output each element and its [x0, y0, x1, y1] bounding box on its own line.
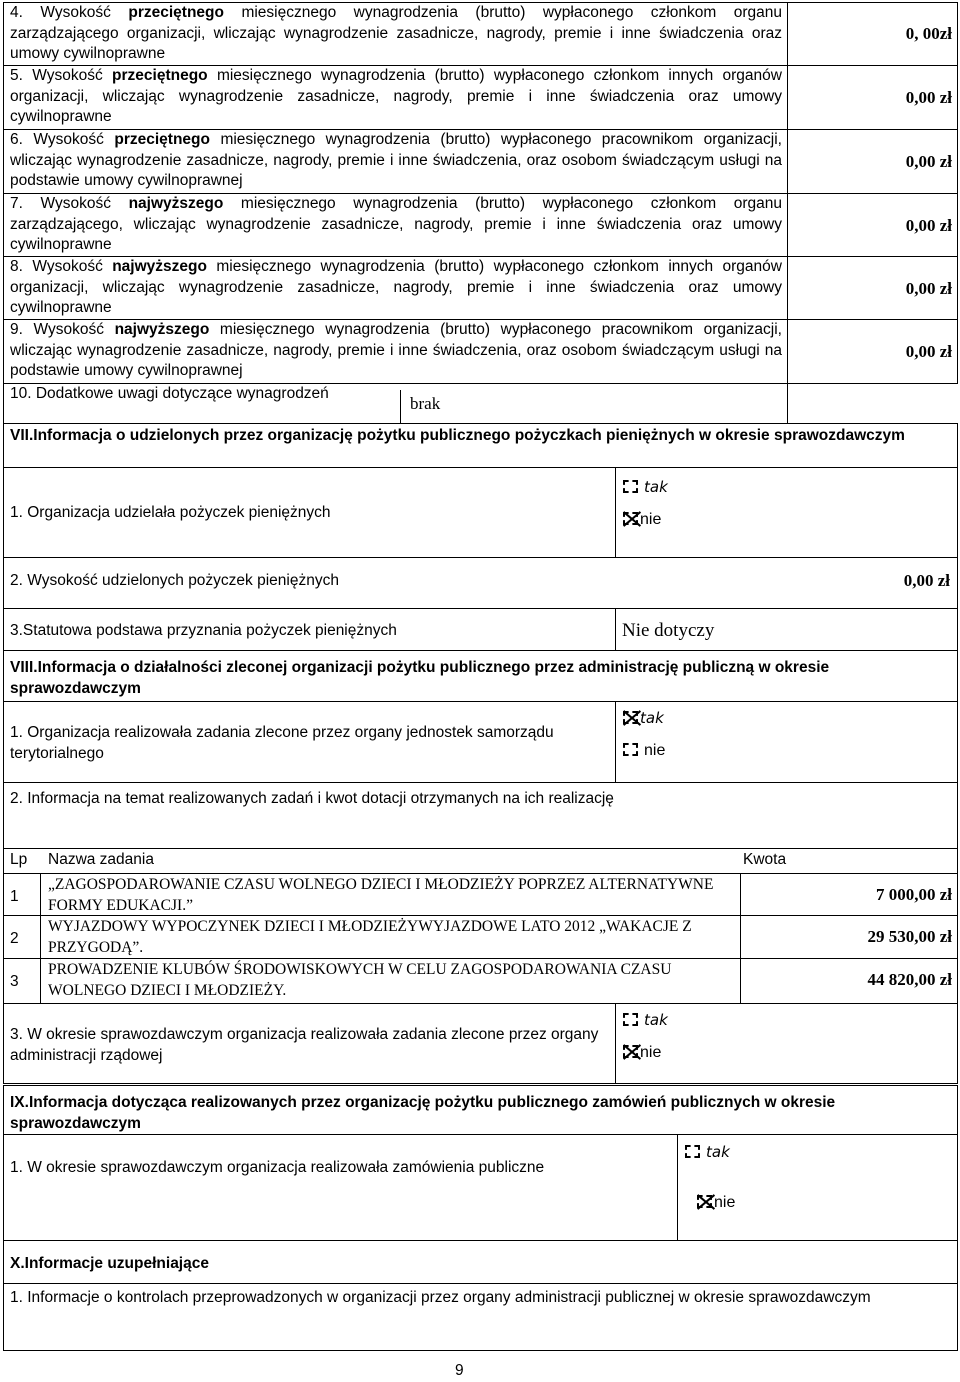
row-label-text: 4. Wysokość [10, 4, 129, 21]
row-label-text: 8. Wysokość [10, 258, 113, 275]
remuneration-row-label [10, 130, 782, 192]
remuneration-row-value: 0,00 zł [905, 88, 952, 107]
vii-q3-value: Nie dotyczy [622, 620, 715, 641]
section-viii-title: VIII.Informacja o działalności zleconej organizacji pożytku publicznego przez administrację publiczną w okresie sprawozdawczym [10, 659, 830, 697]
viii-q3-tak-option[interactable] [623, 1011, 668, 1030]
row-label-text: 7. Wysokość [10, 195, 129, 212]
vii-q2-label: 2. Wysokość udzielonych pożyczek pieniężnych [10, 572, 339, 589]
remuneration-row-label [10, 257, 782, 319]
remuneration-row-value: 0,00 zł [905, 152, 952, 171]
viii-q1-tak-label: tak [640, 709, 664, 727]
viii-q1-tak-option[interactable] [623, 709, 664, 728]
row-label-emphasis: przeciętnego [114, 131, 210, 148]
ix-q1-nie-label: nie [714, 1194, 736, 1211]
table-header-amount: Kwota [743, 851, 787, 868]
checked-checkbox-icon[interactable] [697, 1195, 712, 1208]
viii-q1-label: 1. Organizacja realizowała zadania zlecone przez organy jednostek samorządu terytorialnego [10, 724, 554, 762]
remuneration-row-value: 0, 00zł [905, 24, 952, 43]
remuneration-row-label [10, 194, 782, 256]
viii-q1-nie-label: nie [644, 742, 666, 759]
row-label-emphasis: najwyższego [114, 321, 210, 338]
row-label-text: miesięcznego wynagrodzenia (brutto) wypłaconego członkom innych organów organizacji, wliczając wynagrodzenie zasadnicze, nagrody, premie i inne świadczenia oraz umowy cywilnoprawne [10, 67, 782, 125]
viii-q3-tak-label: tak [644, 1011, 668, 1029]
remuneration-row-label [10, 3, 782, 65]
row-label-emphasis: najwyższego [128, 195, 224, 212]
viii-q3-nie-label: nie [640, 1044, 662, 1061]
section-ix-title: IX.Informacja dotycząca realizowanych przez organizację pożytku publicznego zamówień publicznych w okresie sprawozdawczym [10, 1094, 836, 1132]
row-label-text: 9. Wysokość [10, 321, 115, 338]
task-amount: 29 530,00 zł [867, 927, 952, 946]
viii-q3-nie-option[interactable] [623, 1044, 661, 1062]
task-lp: 2 [10, 930, 19, 947]
viii-q2-label: 2. Informacja na temat realizowanych zadań i kwot dotacji otrzymanych na ich realizację [10, 790, 614, 807]
task-amount: 44 820,00 zł [867, 970, 952, 989]
row-label-emphasis: przeciętnego [112, 67, 208, 84]
remuneration-row-value: 0,00 zł [905, 279, 952, 298]
row-label-text: miesięcznego wynagrodzenia (brutto) wypłaconego pracownikom organizacji, wliczając wynagrodzenie zasadnicze, nagrody, premie i inne świadczenia, oraz osobom świadczącym usługi na podstawie umowy cywilnoprawnej [10, 131, 782, 189]
ix-q1-tak-label: tak [706, 1143, 730, 1161]
x-q1-label: 1. Informacje o kontrolach przeprowadzonych w organizacji przez organy administracji publicznej w okresie sprawozdawczym [10, 1289, 871, 1306]
remuneration-row-label [10, 66, 782, 128]
task-name: „ZAGOSPODAROWANIE CZASU WOLNEGO DZIECI I MŁODZIEŻY POPRZEZ ALTERNATYWNE FORMY EDUKACJI.” [48, 876, 714, 914]
remarks-value: brak [410, 394, 441, 413]
task-lp: 3 [10, 973, 19, 990]
row-label-text: miesięcznego wynagrodzenia (brutto) wypłaconego członkom organu zarządzającego organizacji, wliczając wynagrodzenie zasadnicze, nagrody, premie i inne świadczenia oraz umowy cywilnoprawne [10, 4, 782, 62]
ix-q1-nie-option[interactable] [697, 1194, 735, 1212]
row-label-text: miesięcznego wynagrodzenia (brutto) wypłaconego członkom organu zarządzającego, wliczając wynagrodzenie zasadnicze, nagrody, premie i inne świadczenia oraz umowy cywilnoprawne [10, 195, 782, 253]
page-number: 9 [455, 1362, 464, 1379]
viii-q1-nie-option[interactable] [623, 742, 665, 760]
row-label-text: 6. Wysokość [10, 131, 115, 148]
vii-q3-label: 3.Statutowa podstawa przyznania pożyczek pieniężnych [10, 622, 397, 639]
checkbox-icon[interactable] [685, 1145, 700, 1158]
section-vii-title: VII.Informacja o udzielonych przez organizację pożytku publicznego pożyczkach pieniężnych w okresie sprawozdawczym [10, 427, 905, 444]
viii-q3-label: 3. W okresie sprawozdawczym organizacja realizowała zadania zlecone przez organy administracji rządowej [10, 1026, 599, 1064]
checkbox-icon[interactable] [623, 743, 638, 756]
task-amount: 7 000,00 zł [875, 885, 952, 904]
remuneration-row-label [10, 320, 782, 382]
table-header-lp: Lp [10, 851, 28, 868]
table-header-name: Nazwa zadania [48, 851, 154, 868]
task-lp: 1 [10, 888, 19, 905]
row-label-text: miesięcznego wynagrodzenia (brutto) wypłaconego pracownikom organizacji, wliczając wynagrodzenie zasadnicze, nagrody, premie i inne świadczenia, oraz osobom świadczącym usługi na podstawie umowy cywilnoprawnej [10, 321, 782, 379]
remuneration-row-value: 0,00 zł [905, 342, 952, 361]
section-x-title: X.Informacje uzupełniające [10, 1255, 209, 1272]
row-label-emphasis: przeciętnego [128, 4, 224, 21]
remarks-label: 10. Dodatkowe uwagi dotyczące wynagrodzeń [10, 385, 329, 402]
remuneration-row-value: 0,00 zł [905, 216, 952, 235]
checked-checkbox-icon[interactable] [623, 512, 638, 525]
vii-q1-tak-option[interactable] [623, 478, 668, 497]
task-name: WYJAZDOWY WYPOCZYNEK DZIECI I MŁODZIEŻYWYJAZDOWE LATO 2012 „WAKACJE Z PRZYGODĄ”. [48, 918, 692, 956]
vii-q1-nie-option[interactable] [623, 511, 661, 529]
vii-q1-nie-label: nie [640, 511, 662, 528]
row-label-emphasis: najwyższego [112, 258, 207, 275]
row-label-text: miesięcznego wynagrodzenia (brutto) wypłaconego członkom innych organów organizacji, wliczając wynagrodzenie zasadnicze, nagrody, premie i inne świadczenia oraz umowy cywilnoprawne [10, 258, 782, 316]
vii-q1-tak-label: tak [644, 478, 668, 496]
checked-checkbox-icon[interactable] [623, 711, 638, 724]
checkbox-icon[interactable] [623, 480, 638, 493]
row-label-text: 5. Wysokość [10, 67, 113, 84]
checked-checkbox-icon[interactable] [623, 1045, 638, 1058]
task-name: PROWADZENIE KLUBÓW ŚRODOWISKOWYCH W CELU ZAGOSPODAROWANIA CZASU WOLNEGO DZIECI I MŁODZIEŻY. [48, 961, 672, 999]
ix-q1-label: 1. W okresie sprawozdawczym organizacja realizowała zamówienia publiczne [10, 1159, 545, 1176]
vii-q2-value: 0,00 zł [903, 571, 950, 590]
ix-q1-tak-option[interactable] [685, 1143, 730, 1162]
checkbox-icon[interactable] [623, 1013, 638, 1026]
vii-q1-label: 1. Organizacja udzielała pożyczek pieniężnych [10, 504, 331, 521]
